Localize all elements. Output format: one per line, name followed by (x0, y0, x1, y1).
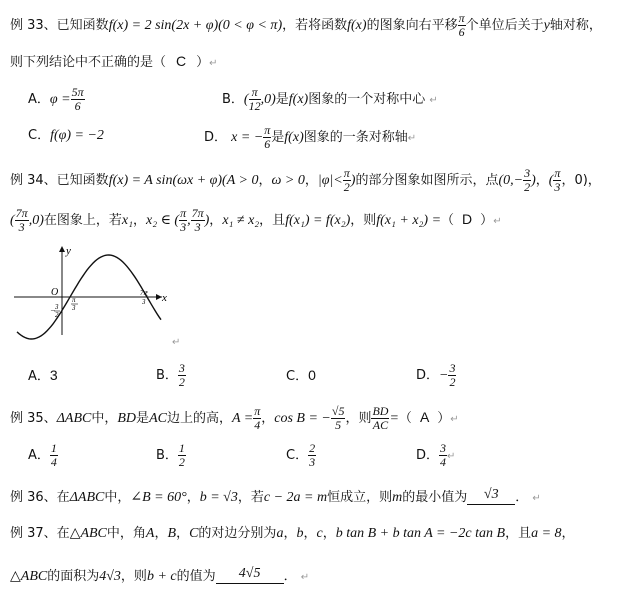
q33-option-d: D． x = − $\frac{\pi}{6}$ 是f(x)图象的一条对称轴↵ (204, 123, 417, 151)
q34-answer: D (462, 211, 473, 227)
y-label: y (66, 245, 71, 257)
q35-option-b: B． $\frac{1}{2}$ (156, 441, 185, 469)
p7-num: 7π (140, 289, 148, 297)
q37-line2: △ABC的面积为4√3，则b + c的值为 4√5 ． ↵ (10, 566, 310, 584)
q34-option-d: D．− $\frac{3}{2}$ (416, 361, 456, 389)
q34-line1: 例 34、已知函数f(x) = A sin(ωx + φ)(A > 0，ω > 0，|φ|< $\frac{\pi}{2}$ )的部分图象如图所示，点(0,− $\frac{3}{2}$ )，( $\frac{\pi}{3}$ ，0)， (10, 166, 601, 194)
q35-answer: A (419, 409, 430, 425)
pi3-den: 3 (72, 304, 76, 312)
sine-graph (12, 240, 182, 340)
q33-line1: 例 33、已知函数f(x) = 2 sin(2x + φ)(0 < φ < π)，若将函数f(x)的图象向右平移 $\frac{\pi}{6}$ 个单位后关于y轴对称， (10, 11, 602, 39)
pi3-num: π (72, 296, 76, 304)
q34-option-b: B． $\frac{3}{2}$ (156, 361, 185, 389)
q37-answer: 4√5 (216, 567, 284, 584)
q34-option-a: A．3 (28, 367, 58, 384)
q35-option-d: D． $\frac{3}{4}$ ↵ (416, 441, 456, 469)
q33-line2: 则下列结论中不正确的是（ C ）↵ (10, 53, 218, 70)
q33-answer: C (176, 53, 187, 69)
q35-option-a: A． $\frac{1}{4}$ (28, 441, 57, 469)
q33-option-c: C．f(φ) = −2 (28, 128, 104, 143)
origin-label: O (51, 287, 59, 298)
p7-den: 3 (142, 298, 146, 306)
y-axis-arrow (59, 246, 65, 252)
x-label: x (162, 292, 167, 304)
q34-option-c: C．0 (286, 367, 316, 384)
q36-answer: √3 (467, 488, 515, 505)
q33-option-b: B．( $\frac{\pi}{12}$ ,0)是f(x)图象的一个对称中心 ↵ (222, 85, 438, 113)
neg-num: 3 (55, 303, 59, 311)
q34-line2: ( $\frac{7\pi}{3}$ ,0)在图象上，若x₁，x₂ ∈ ( $\frac{\pi}{3}$ , $\frac{7\pi}{3}$ )，x₁ ≠ x₂，且f(x₁) = f(x₂)，则f(x₁ + x₂) =（ D ）↵ (10, 206, 502, 234)
q33-option-a: A．φ = $\frac{5\pi}{6}$ (28, 85, 84, 113)
neg-den: 2 (55, 311, 59, 319)
neg-sign: − (50, 306, 56, 315)
q35-option-c: C． $\frac{2}{3}$ (286, 441, 316, 469)
q35-line1: 例 35、ΔABC中，BD是AC边上的高，A = $\frac{\pi}{4}$ ，cos B = − $\frac{√5}{5}$ ，则 $\frac{BD}{AC}$ =（ A ）↵ (10, 404, 459, 432)
q37-line1: 例 37、在△ABC中，角A，B，C的对边分别为a，b，c，b tan B + b tan A = −2c tan B，且a = 8， (10, 526, 575, 541)
q36-line1: 例 36、在ΔABC中，∠B = 60°，b = √3，若c − 2a = m恒成立，则m的最小值为 √3 ． ↵ (10, 487, 541, 505)
shift-fraction: $\frac{\pi}{6}$ (458, 11, 465, 39)
